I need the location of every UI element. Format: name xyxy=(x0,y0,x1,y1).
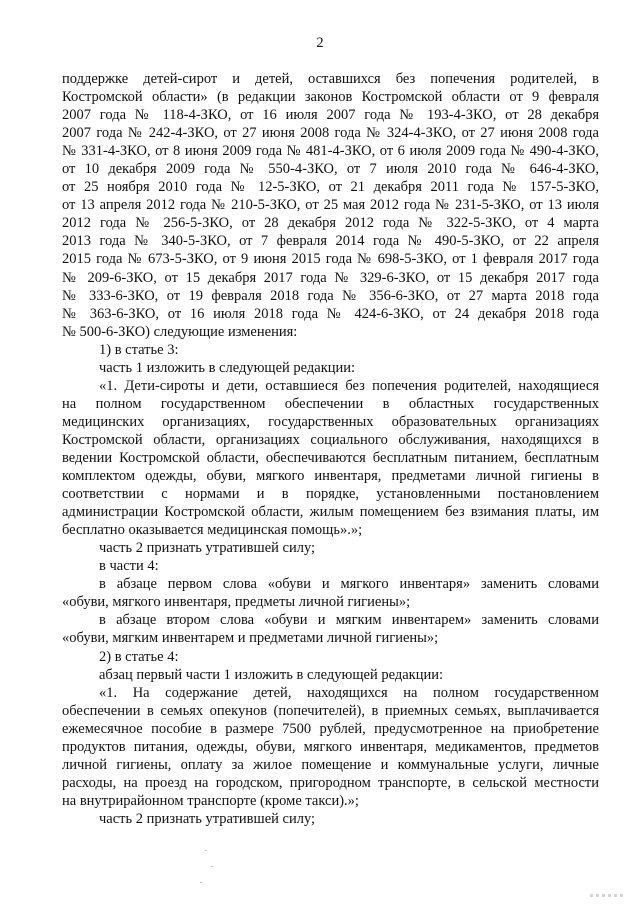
text-line: в абзаце втором слова «обуви и мягким инвентарем» заменить словами xyxy=(99,612,599,629)
text-line: «1. На содержание детей, находящихся на полном государственном xyxy=(99,684,599,701)
text-line: № 209-6-ЗКО, от 15 декабря 2017 года № 329-6-ЗКО, от 15 декабря 2017 года xyxy=(62,269,599,286)
text-line: 2013 года № 340-5-ЗКО, от 7 февраля 2014 года № 490-5-ЗКО, от 22 апреля xyxy=(62,233,599,250)
text-line: медицинских организациях, государственных образовательных организациях xyxy=(62,413,599,430)
scan-speck xyxy=(205,850,207,851)
text-line: обеспечении в семьях опекунов (попечителей), в приемных семьях, выплачивается xyxy=(62,702,599,719)
text-line: часть 2 признать утратившей силу; xyxy=(99,810,316,827)
text-line: 2012 года № 256-5-ЗКО, от 28 декабря 2012 года № 322-5-ЗКО, от 4 марта xyxy=(62,215,599,232)
text-line: на внутрирайонном транспорте (кроме такси).»; xyxy=(62,792,359,809)
text-line: Костромской области» (в редакции законов Костромской области от 9 февраля xyxy=(62,89,599,106)
text-line: 2015 года № 673-5-ЗКО, от 9 июня 2015 года № 698-5-ЗКО, от 1 февраля 2017 года xyxy=(62,251,599,268)
document-body xyxy=(62,70,599,828)
text-line: личной гигиены, оплату за жилое помещение и коммунальные услуги, личные xyxy=(62,756,599,773)
text-line: в абзаце первом слова «обуви и мягкого инвентаря» заменить словами xyxy=(99,576,599,593)
text-line: продуктов питания, одежды, обуви, мягкого инвентаря, медикаментов, предметов xyxy=(62,738,599,755)
text-line: в части 4: xyxy=(99,558,159,575)
text-line: расходы, на проезд на городском, пригородном транспорте, в сельской местности xyxy=(62,774,599,791)
text-line: 2007 года № 242-4-ЗКО, от 27 июня 2008 года № 324-4-ЗКО, от 27 июня 2008 года xyxy=(62,125,599,142)
text-line: часть 2 признать утратившей силу; xyxy=(99,540,316,557)
text-line: абзац первый части 1 изложить в следующей редакции: xyxy=(99,666,443,683)
text-line: поддержке детей-сирот и детей, оставшихся без попечения родителей, в xyxy=(62,71,599,87)
scan-edge-mark xyxy=(590,894,626,897)
text-line: № 331-4-ЗКО, от 8 июня 2009 года № 481-4-ЗКО, от 6 июля 2009 года № 490-4-ЗКО, xyxy=(62,143,599,160)
text-line: 1) в статье 3: xyxy=(99,341,179,358)
text-line: 2) в статье 4: xyxy=(99,648,179,665)
text-line: «обуви, мягкого инвентаря, предметы личной гигиены»; xyxy=(62,594,411,611)
text-line: ежемесячное пособие в размере 7500 рублей, предусмотренное на приобретение xyxy=(62,720,599,737)
text-line: от 25 ноября 2010 года № 12-5-ЗКО, от 21 декабря 2011 года № 157-5-ЗКО, xyxy=(62,179,599,196)
text-line: комплектом одежды, обуви, мягкого инвентаря, предметами личной гигиены в xyxy=(62,468,599,485)
page-number: 2 xyxy=(316,35,324,51)
text-line: администрации Костромской области, жилым помещением без взимания платы, им xyxy=(62,504,599,521)
text-line: ведении Костромской области, обеспечиваются бесплатным питанием, бесплатным xyxy=(62,449,599,466)
text-line: № 363-6-ЗКО, от 16 июля 2018 года № 424-6-ЗКО, от 24 декабря 2018 года xyxy=(62,305,599,322)
text-line: «обуви, мягким инвентарем и предметами личной гигиены»; xyxy=(62,630,439,647)
text-line: Костромской области, организациях социального обслуживания, находящихся в xyxy=(62,431,599,448)
text-line: № 500-6-ЗКО) следующие изменения: xyxy=(62,323,298,340)
scan-speck xyxy=(200,882,202,883)
text-line: часть 1 изложить в следующей редакции: xyxy=(99,359,356,376)
text-line: соответствии с нормами и в порядке, установленными постановлением xyxy=(62,486,599,503)
text-line: «1. Дети-сироты и дети, оставшиеся без попечения родителей, находящиеся xyxy=(99,377,599,394)
text-line: 2007 года № 118-4-ЗКО, от 16 июля 2007 года № 193-4-ЗКО, от 28 декабря xyxy=(62,107,599,124)
text-line: бесплатно оказывается медицинская помощь».»; xyxy=(62,522,363,539)
text-line: от 13 апреля 2012 года № 210-5-ЗКО, от 25 мая 2012 года № 231-5-ЗКО, от 13 июля xyxy=(62,197,599,214)
text-line: от 10 декабря 2009 года № 550-4-ЗКО, от 7 июля 2010 года № 646-4-ЗКО, xyxy=(62,161,599,178)
scan-speck xyxy=(211,866,213,867)
text-line: на полном государственном обеспечении в областных государственных xyxy=(62,395,599,412)
text-line: № 333-6-ЗКО, от 19 февраля 2018 года № 356-6-ЗКО, от 27 марта 2018 года xyxy=(62,287,599,304)
